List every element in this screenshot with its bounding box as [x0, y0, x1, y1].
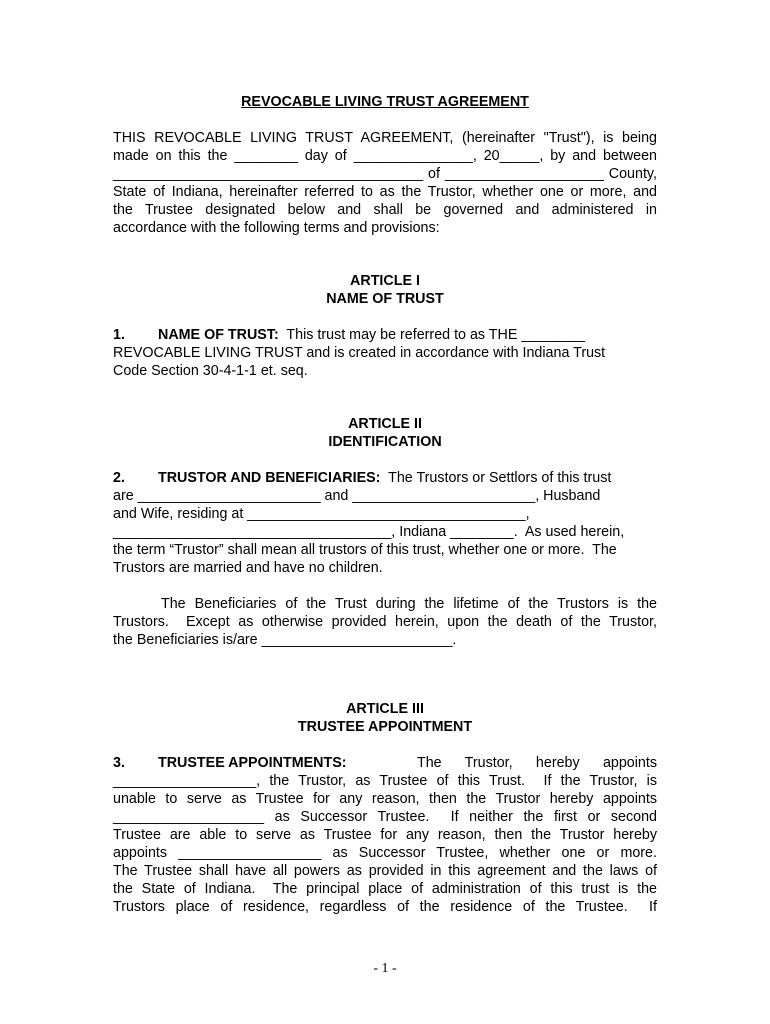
section-text: The Trustor, hereby appoints: [417, 755, 657, 771]
intro-line: THIS REVOCABLE LIVING TRUST AGREEMENT, (hereinafter "Trust"), is being: [113, 130, 657, 146]
section-2-line: ___________________________________, Indiana ________. As used herein,: [113, 524, 625, 540]
section-number: 3.: [113, 755, 125, 771]
article-1-heading: ARTICLE I: [350, 273, 420, 289]
section-1-first-line: [113, 326, 657, 344]
section-text: The Trustors or Settlors of this trust: [388, 470, 612, 486]
article-3-heading: ARTICLE III: [346, 701, 424, 717]
section-2-line: are _______________________ and _______________________, Husband: [113, 488, 601, 504]
article-2-heading: ARTICLE II: [348, 416, 422, 432]
section-number: 2.: [113, 470, 125, 486]
section-text: This trust may be referred to as THE ________: [286, 327, 585, 343]
document-title: REVOCABLE LIVING TRUST AGREEMENT: [241, 94, 529, 110]
intro-line: accordance with the following terms and provisions:: [113, 220, 440, 236]
section-3-first-line: [113, 754, 657, 772]
section-2-line: the term “Trustor” shall mean all trustors of this trust, whether one or more. The: [113, 542, 617, 558]
intro-line: the Trustee designated below and shall be governed and administered in: [113, 202, 657, 218]
intro-line: made on this the ________ day of _______________, 20_____, by and between: [113, 148, 657, 164]
section-3-line: Trustee are able to serve as Trustee for any reason, then the Trustor hereby: [113, 827, 657, 843]
page-number: - 1 -: [373, 961, 397, 976]
beneficiaries-line: the Beneficiaries is/are ________________________.: [113, 632, 457, 648]
section-3-line: The Trustee shall have all powers as provided in this agreement and the laws of: [113, 863, 657, 879]
section-3-line: the State of Indiana. The principal place of administration of this trust is the: [113, 881, 657, 897]
section-2-line: Trustors are married and have no children.: [113, 560, 383, 576]
intro-line: _______________________________________ of ____________________ County,: [113, 166, 657, 182]
section-2-first-line: [113, 469, 657, 487]
section-2-line: and Wife, residing at ___________________________________,: [113, 506, 530, 522]
section-3-line: appoints __________________ as Successor Trustee, whether one or more.: [113, 845, 657, 861]
section-3-line: Trustors place of residence, regardless of the residence of the Trustee. If: [113, 899, 657, 915]
beneficiaries-line: The Beneficiaries of the Trust during the lifetime of the Trustors is the: [161, 596, 657, 612]
article-2-subheading: IDENTIFICATION: [328, 434, 442, 450]
section-1-line: Code Section 30-4-1-1 et. seq.: [113, 363, 308, 379]
section-label: TRUSTOR AND BENEFICIARIES:: [158, 470, 381, 486]
section-3-line: __________________, the Trustor, as Trustee of this Trust. If the Trustor, is: [113, 773, 657, 789]
section-label-group: [113, 754, 347, 772]
intro-line: State of Indiana, hereinafter referred to as the Trustor, whether one or more, and: [113, 184, 657, 200]
section-number: 1.: [113, 327, 125, 343]
section-3-line: ___________________ as Successor Trustee. If neither the first or second: [113, 809, 657, 825]
section-1-line: REVOCABLE LIVING TRUST and is created in accordance with Indiana Trust: [113, 345, 606, 361]
beneficiaries-line: Trustors. Except as otherwise provided herein, upon the death of the Trustor,: [113, 614, 657, 630]
section-label: NAME OF TRUST:: [158, 327, 279, 343]
section-label: TRUSTEE APPOINTMENTS:: [158, 755, 347, 771]
section-3-line: unable to serve as Trustee for any reason, then the Trustor hereby appoints: [113, 791, 657, 807]
article-3-subheading: TRUSTEE APPOINTMENT: [297, 719, 473, 735]
article-1-subheading: NAME OF TRUST: [326, 291, 444, 307]
